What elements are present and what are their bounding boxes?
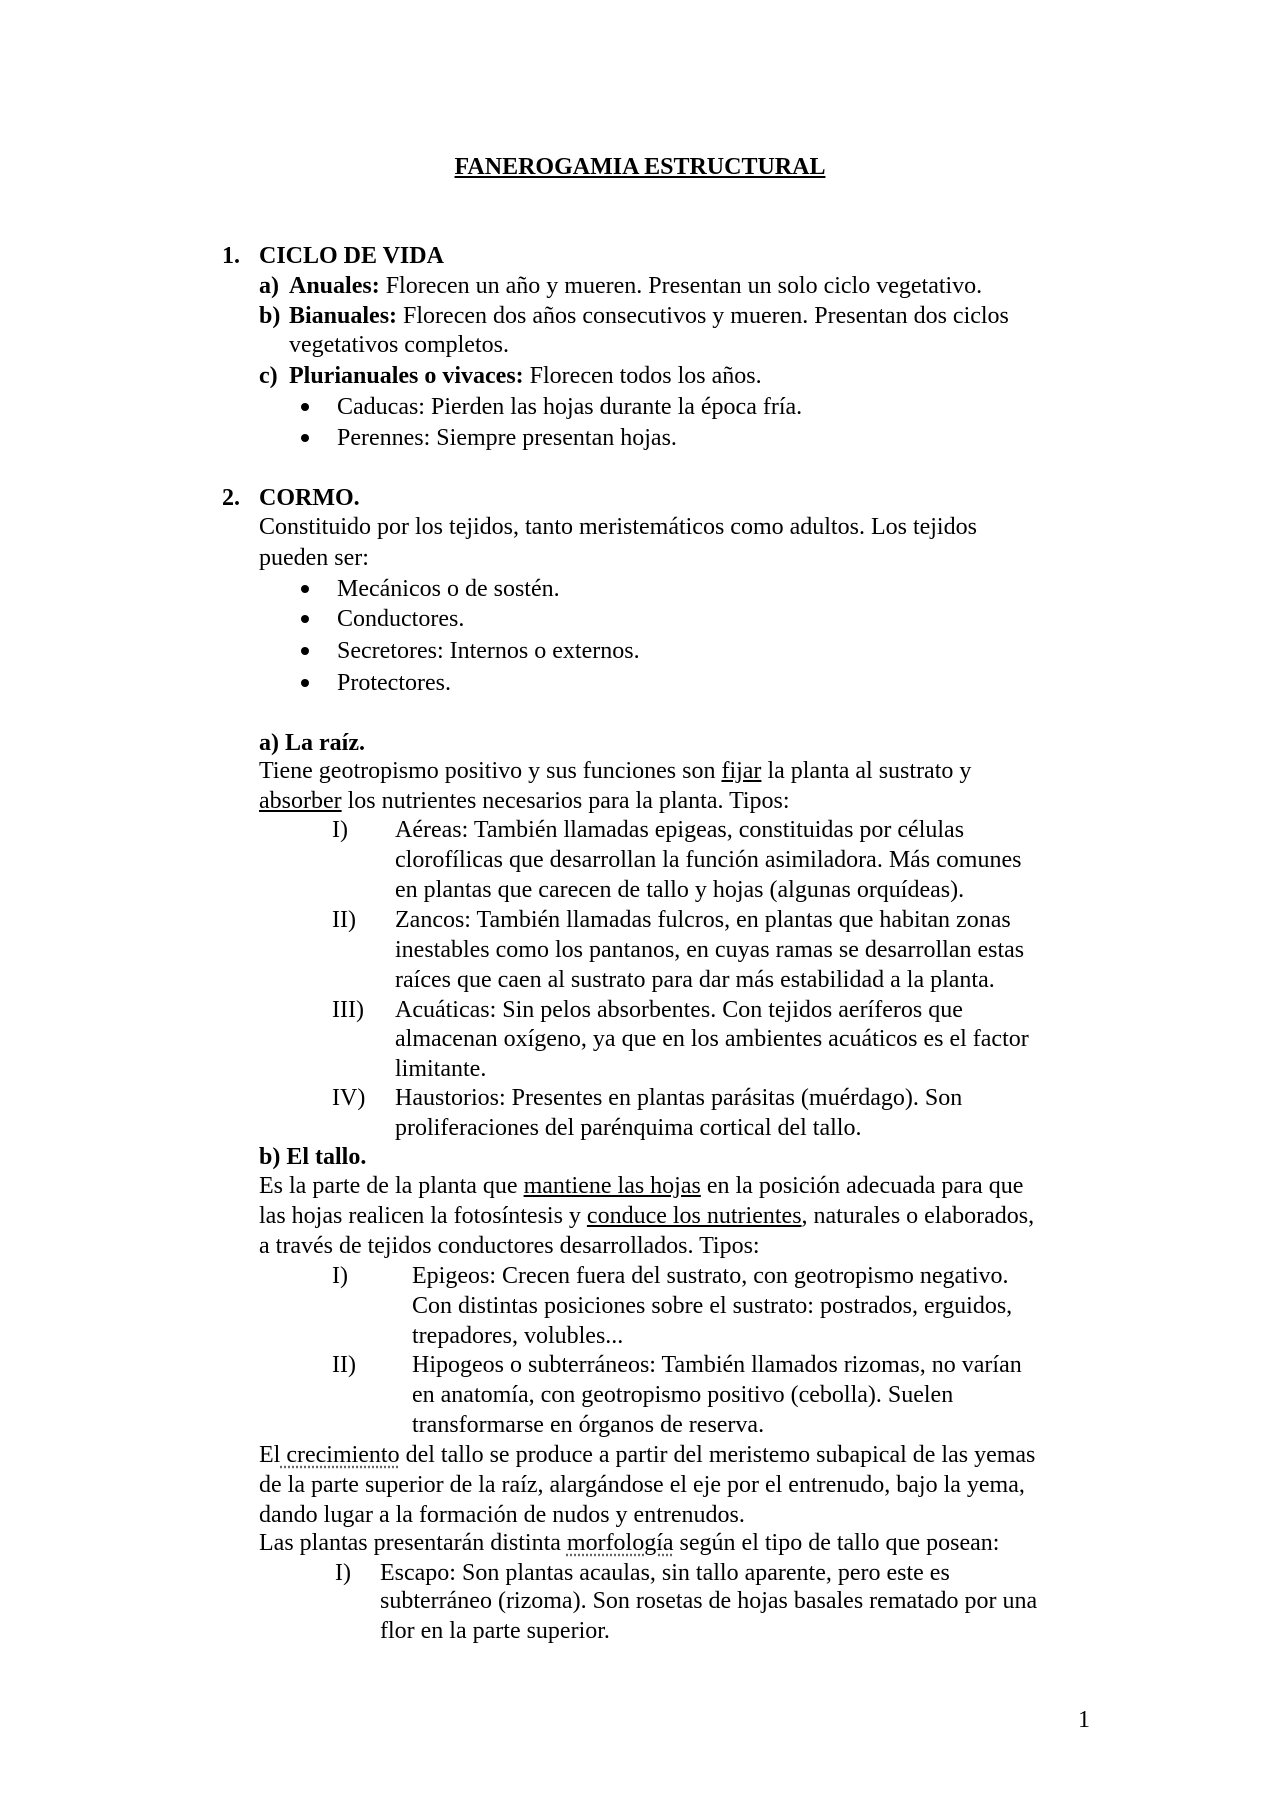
text: según el tipo de tallo que posean: [673, 1530, 1000, 1556]
text: en la posición adecuada para que [700, 1173, 1024, 1199]
text: Es la parte de la planta que [259, 1173, 524, 1199]
list-item: Secretores: Internos o externos. [337, 638, 640, 664]
list-item-line: en plantas que carecen de tallo y hojas (algunas orquídeas). [395, 877, 965, 903]
list-item-line: inestables como los pantanos, en cuyas ramas se desarrollan estas [395, 937, 1025, 963]
text: las hojas realicen la fotosíntesis y [259, 1203, 587, 1229]
text: , naturales o elaborados, [801, 1203, 1035, 1229]
page-title: FANEROGAMIA ESTRUCTURAL [454, 154, 826, 180]
list-marker: I) [335, 1560, 351, 1586]
list-item-line: Haustorios: Presentes en plantas parásitas (muérdago). Son [395, 1085, 963, 1111]
spellcheck-underlined-text: crecimiento [280, 1442, 400, 1468]
list-item-line: transformarse en órganos de reserva. [412, 1412, 765, 1438]
item-anuales [289, 271, 982, 301]
list-marker: III) [332, 997, 364, 1023]
item-c-marker: c) [259, 363, 278, 389]
paragraph-line: a través de tejidos conductores desarrollados. Tipos: [259, 1233, 760, 1259]
list-item-line: Escapo: Son plantas acaulas, sin tallo aparente, pero este es [380, 1560, 950, 1586]
list-marker: II) [332, 907, 356, 933]
list-item-line: raíces que caen al sustrato para dar más estabilidad a la planta. [395, 967, 995, 993]
paragraph-line [259, 786, 790, 816]
underlined-text: fijar [721, 758, 762, 784]
list-item-line: clorofílicas que desarrollan la función asimiladora. Más comunes [395, 847, 1022, 873]
text: Tiene geotropismo positivo y sus funciones son [259, 758, 722, 784]
list-marker: II) [332, 1352, 356, 1378]
paragraph-line [259, 756, 971, 786]
text: Las plantas presentarán distinta [259, 1530, 567, 1556]
text: Florecen todos los años. [523, 363, 762, 389]
section-1-number: 1. [222, 243, 240, 269]
list-item-line: subterráneo (rizoma). Son rosetas de hojas basales rematado por una [380, 1588, 1038, 1614]
paragraph-line: pueden ser: [259, 545, 369, 571]
text: Florecen dos años consecutivos y mueren. Presentan dos ciclos [397, 303, 1009, 329]
item-plurianuales [289, 361, 762, 391]
section-2-heading: CORMO. [259, 485, 360, 511]
item-b-marker: b) [259, 303, 281, 329]
paragraph-line: dando lugar a la formación de nudos y entrenudos. [259, 1502, 745, 1528]
bullet-icon [301, 585, 309, 593]
bullet-icon [301, 615, 309, 623]
paragraph-line [259, 1201, 1034, 1231]
bullet-icon [301, 647, 309, 655]
text: los nutrientes necesarios para la planta. Tipos: [341, 788, 790, 814]
section-2-number: 2. [222, 485, 240, 511]
list-item-line: Hipogeos o subterráneos: También llamados rizomas, no varían [412, 1352, 1022, 1378]
bullet-icon [301, 434, 309, 442]
text: Florecen un año y mueren. Presentan un solo ciclo vegetativo. [379, 273, 983, 299]
list-item: Perennes: Siempre presentan hojas. [337, 425, 677, 451]
list-item-line: proliferaciones del parénquima cortical del tallo. [395, 1115, 862, 1141]
term: Bianuales: [289, 303, 398, 329]
list-item: Conductores. [337, 606, 465, 632]
list-item: Protectores. [337, 670, 451, 696]
spellcheck-underlined-text: morfología [566, 1530, 674, 1556]
list-item-line: en anatomía, con geotropismo positivo (cebolla). Suelen [412, 1382, 954, 1408]
list-item-line: Con distintas posiciones sobre el sustrato: postrados, erguidos, [412, 1293, 1013, 1319]
subsection-heading-raiz: a) La raíz. [259, 730, 365, 756]
bullet-icon [301, 679, 309, 687]
list-item: Mecánicos o de sostén. [337, 576, 560, 602]
underlined-text: absorber [259, 788, 342, 814]
list-item-line: Acuáticas: Sin pelos absorbentes. Con tejidos aeríferos que [395, 997, 963, 1023]
section-1-heading: CICLO DE VIDA [259, 243, 444, 269]
paragraph-line: de la parte superior de la raíz, alargándose el eje por el entrenudo, bajo la yema, [259, 1472, 1025, 1498]
list-marker: IV) [332, 1085, 366, 1111]
list-item-line: trepadores, volubles... [412, 1323, 624, 1349]
paragraph-line: Constituido por los tejidos, tanto meristemáticos como adultos. Los tejidos [259, 514, 977, 540]
list-marker: I) [332, 817, 348, 843]
list-item-line: limitante. [395, 1056, 487, 1082]
list-item: Caducas: Pierden las hojas durante la época fría. [337, 394, 803, 420]
list-item-line: Aéreas: También llamadas epigeas, constituidas por células [395, 817, 965, 843]
bullet-icon [301, 403, 309, 411]
term: Plurianuales o vivaces: [289, 363, 524, 389]
list-item-line: flor en la parte superior. [380, 1618, 610, 1644]
item-a-marker: a) [259, 273, 279, 299]
text: El [259, 1442, 281, 1468]
list-marker: I) [332, 1263, 348, 1289]
underlined-text: mantiene las hojas [523, 1173, 701, 1199]
term: Anuales: [289, 273, 380, 299]
paragraph-line [259, 1440, 1035, 1470]
page-number: 1 [1078, 1707, 1090, 1733]
list-item-line: Epigeos: Crecen fuera del sustrato, con geotropismo negativo. [412, 1263, 1009, 1289]
list-item-line: almacenan oxígeno, ya que en los ambientes acuáticos es el factor [395, 1026, 1029, 1052]
text: vegetativos completos. [289, 332, 509, 358]
paragraph-line [259, 1171, 1023, 1201]
paragraph-line [259, 1528, 999, 1558]
text: del tallo se produce a partir del meristemo subapical de las yemas [399, 1442, 1036, 1468]
text: la planta al sustrato y [761, 758, 972, 784]
underlined-text: conduce los nutrientes [586, 1203, 802, 1229]
item-bianuales [289, 301, 1009, 331]
subsection-heading-tallo: b) El tallo. [259, 1144, 367, 1170]
list-item-line: Zancos: También llamadas fulcros, en plantas que habitan zonas [395, 907, 1011, 933]
